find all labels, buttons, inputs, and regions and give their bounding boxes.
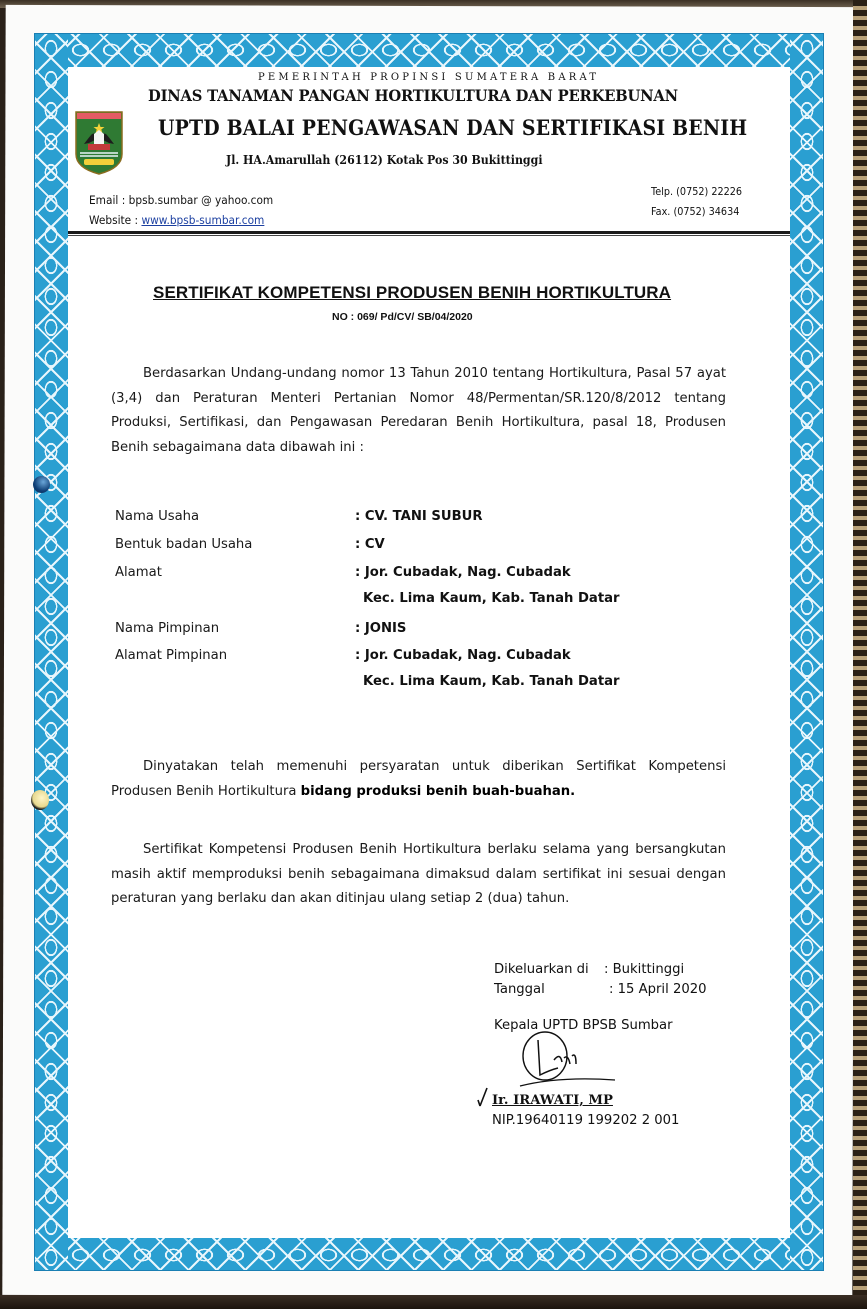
letterhead-divider — [68, 231, 790, 234]
intro-paragraph: Berdasarkan Undang-undang nomor 13 Tahun 2010 tentang Hortikultura, Pasal 57 ayat (3,4) dan Peraturan Menteri Pertanian Nomor 48/Permentan/SR.120/8/2012 tentang Produksi, Sertifikasi, dan Pengawasan Peredaran Benih Hortikultura, pasal 18, Produsen Benih sebagaimana data dibawah ini : — [111, 366, 726, 455]
email-label: Email : — [89, 193, 129, 207]
issued-at-label: Dikeluarkan di — [494, 962, 589, 977]
field-value-address: : Jor. Cubadak, Nag. Cubadak — [355, 565, 571, 580]
photo-background-right — [853, 0, 867, 1309]
field-label-business-name: Nama Usaha — [115, 509, 200, 524]
signatory-nip: NIP.19640119 199202 2 001 — [492, 1113, 680, 1128]
field-label-business-type: Bentuk badan Usaha — [115, 537, 253, 552]
field-value-leader-name: : JONIS — [355, 621, 407, 636]
signatory-position: Kepala UPTD BPSB Sumbar — [494, 1018, 673, 1033]
agency-name: DINAS TANAMAN PANGAN HORTIKULTURA DAN PERKEBUNAN — [148, 86, 678, 105]
date-label: Tanggal — [494, 982, 545, 997]
handwritten-signature-icon — [510, 1030, 620, 1100]
binder-hole-icon — [31, 790, 49, 810]
website-label: Website : — [89, 213, 142, 227]
contact-website — [89, 213, 264, 227]
office-address: Jl. HA.Amarullah (26112) Kotak Pos 30 Bukittinggi — [226, 152, 543, 167]
signatory-name: Ir. IRAWATI, MP — [492, 1093, 613, 1108]
government-name: PEMERINTAH PROPINSI SUMATERA BARAT — [258, 72, 600, 83]
website-link[interactable]: www.bpsb-sumbar.com — [141, 213, 265, 227]
contact-telephone: Telp. (0752) 22226 — [651, 186, 743, 198]
field-value-business-name: : CV. TANI SUBUR — [355, 509, 483, 524]
field-value-address-line2: Kec. Lima Kaum, Kab. Tanah Datar — [363, 591, 620, 606]
contact-fax: Fax. (0752) 34634 — [651, 206, 740, 218]
declaration-text: Dinyatakan telah memenuhi persyaratan untuk diberikan Sertifikat Kompetensi Produsen Benih Hortikultura — [111, 759, 726, 799]
pen-stroke-mark-icon — [476, 1086, 490, 1108]
field-label-leader-address: Alamat Pimpinan — [115, 648, 228, 663]
field-value-business-type: : CV — [355, 537, 385, 552]
date-value: : 15 April 2020 — [609, 982, 707, 997]
validity-paragraph: Sertifikat Kompetensi Produsen Benih Hortikultura berlaku selama yang bersangkutan masih aktif memproduksi benih sebagaimana dimaksud dalam sertifikat ini sesuai dengan peraturan yang berlaku dan akan ditinjau ulang setiap 2 (dua) tahun. — [111, 842, 726, 906]
field-value-leader-address: : Jor. Cubadak, Nag. Cubadak — [355, 648, 571, 663]
binder-hole-icon — [33, 476, 50, 493]
declaration-field: bidang produksi benih buah-buahan. — [300, 783, 576, 799]
certificate-number: NO : 069/ Pd/CV/ SB/04/2020 — [332, 311, 473, 323]
contact-email — [89, 193, 273, 207]
field-value-leader-address-line2: Kec. Lima Kaum, Kab. Tanah Datar — [363, 674, 620, 689]
declaration-paragraph — [111, 755, 726, 804]
email-value: bpsb.sumbar @ yahoo.com — [128, 193, 274, 207]
photo-background-bottom — [0, 1295, 867, 1309]
issued-at-value: : Bukittinggi — [604, 962, 685, 977]
letterhead-divider-thin — [68, 235, 790, 236]
field-label-address: Alamat — [115, 565, 162, 580]
field-label-leader-name: Nama Pimpinan — [115, 621, 220, 636]
coat-of-arms-icon — [74, 110, 124, 176]
certificate-title: SERTIFIKAT KOMPETENSI PRODUSEN BENIH HORTIKULTURA — [153, 283, 672, 302]
unit-name: UPTD BALAI PENGAWASAN DAN SERTIFIKASI BENIH — [158, 115, 748, 140]
